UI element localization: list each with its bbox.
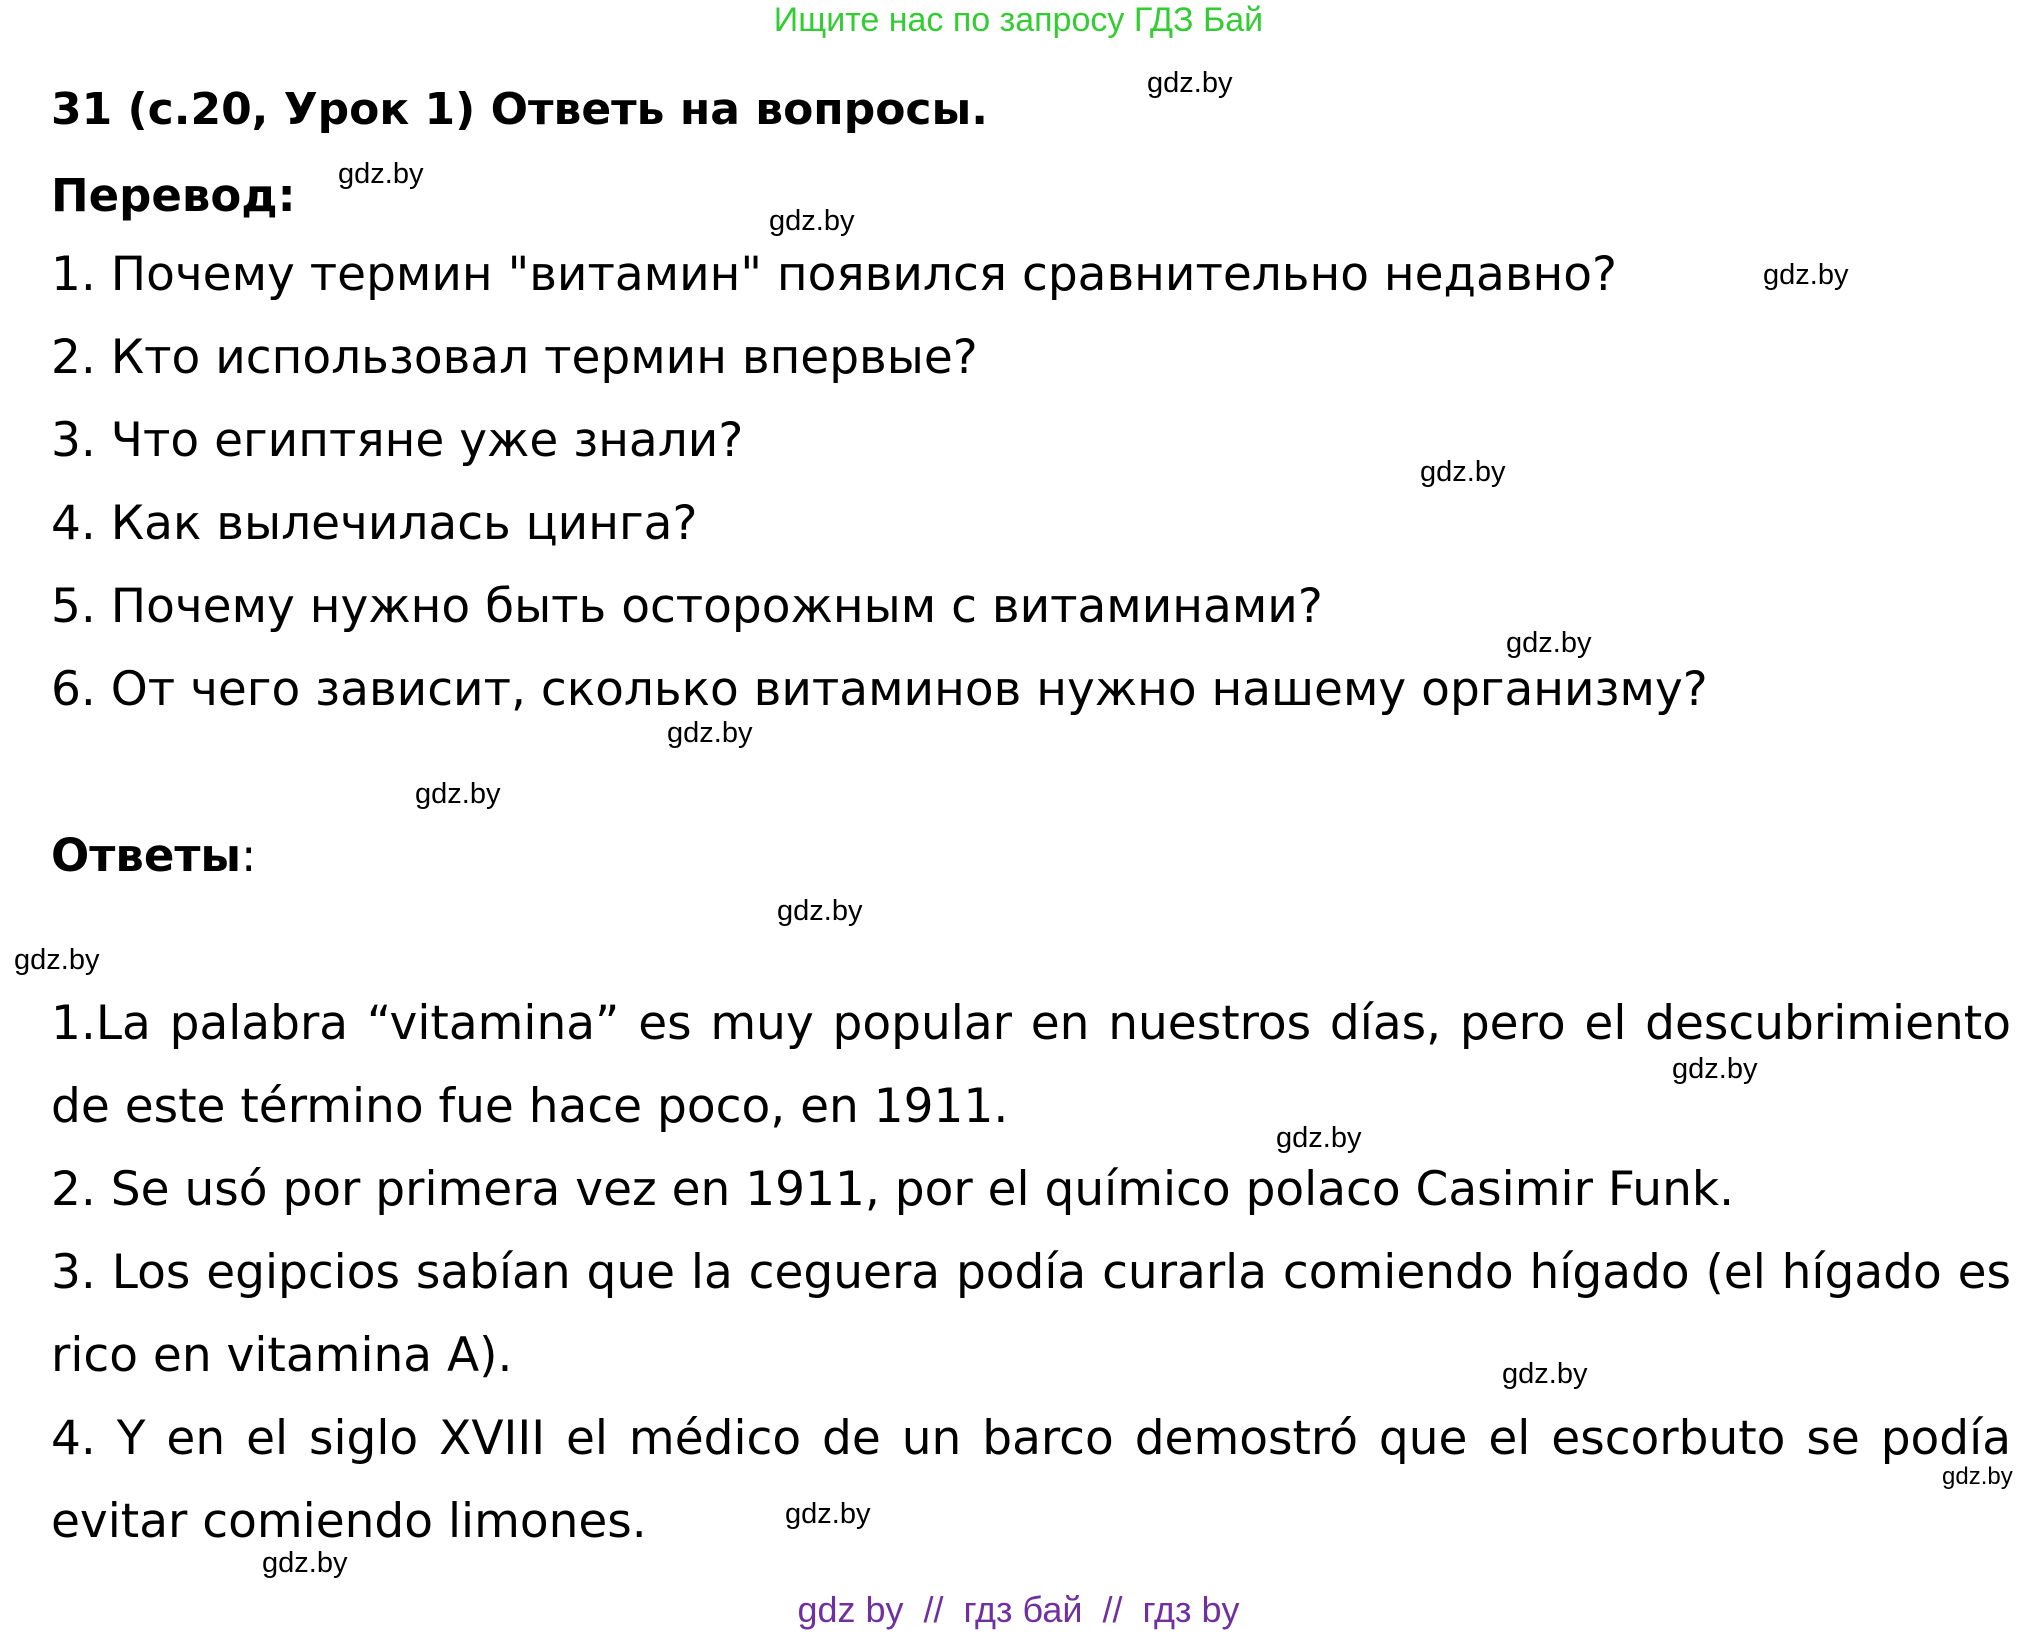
watermark: gdz.by — [1502, 1358, 1588, 1390]
watermark: gdz.by — [1506, 627, 1592, 659]
answers-heading-label: Ответы — [51, 829, 242, 882]
footer-links: gdz by // гдз бай // гдз by — [797, 1589, 1240, 1630]
question-item: 1. Почему термин "витамин" появился сравнительно недавно? — [51, 247, 1617, 302]
answer-item: 2. Se usó por primera vez en 1911, por el químico polaco Casimir Funk. — [51, 1162, 1735, 1217]
watermark: gdz.by — [338, 158, 424, 190]
question-item: 3. Что египтяне уже знали? — [51, 413, 744, 468]
watermark: gdz.by — [667, 717, 753, 749]
top-banner: Ищите нас по запросу ГДЗ Бай — [773, 1, 1264, 39]
question-item: 6. От чего зависит, сколько витаминов нужно нашему организму? — [51, 662, 1708, 717]
answer-item: 1.La palabra “vitamina” es muy popular en nuestros días, pero el descubrimiento de este término fue hace poco, en 1911. — [51, 996, 2011, 1134]
watermark: gdz.by — [14, 944, 100, 976]
watermark: gdz.by — [262, 1547, 348, 1579]
watermark: gdz.by — [1147, 67, 1233, 99]
watermark: gdz.by — [415, 778, 501, 810]
answers-heading — [51, 826, 256, 886]
watermark: gdz.by — [769, 205, 855, 237]
watermark: gdz.by — [1763, 259, 1849, 291]
watermark: gdz.by — [1942, 1463, 2013, 1490]
answer-item: 3. Los egipcios sabían que la ceguera podía curarla comiendo hígado (el hígado es rico en vitamina A). — [51, 1245, 2011, 1383]
watermark: gdz.by — [1276, 1122, 1362, 1154]
question-item: 5. Почему нужно быть осторожным с витаминами? — [51, 579, 1323, 634]
answer-item: 4. Y en el siglo XVIII el médico de un barco demostró que el escorbuto se podía evitar comiendo limones. — [51, 1411, 2011, 1549]
question-item: 4. Как вылечилась цинга? — [51, 496, 698, 551]
watermark: gdz.by — [1672, 1053, 1758, 1085]
watermark: gdz.by — [1420, 456, 1506, 488]
watermark: gdz.by — [777, 895, 863, 927]
answers-heading-colon: : — [241, 829, 257, 882]
question-item: 2. Кто использовал термин впервые? — [51, 330, 978, 385]
exercise-title: 31 (с.20, Урок 1) Ответь на вопросы. — [51, 84, 989, 135]
translation-heading: Перевод: — [51, 169, 296, 222]
watermark: gdz.by — [785, 1498, 871, 1530]
